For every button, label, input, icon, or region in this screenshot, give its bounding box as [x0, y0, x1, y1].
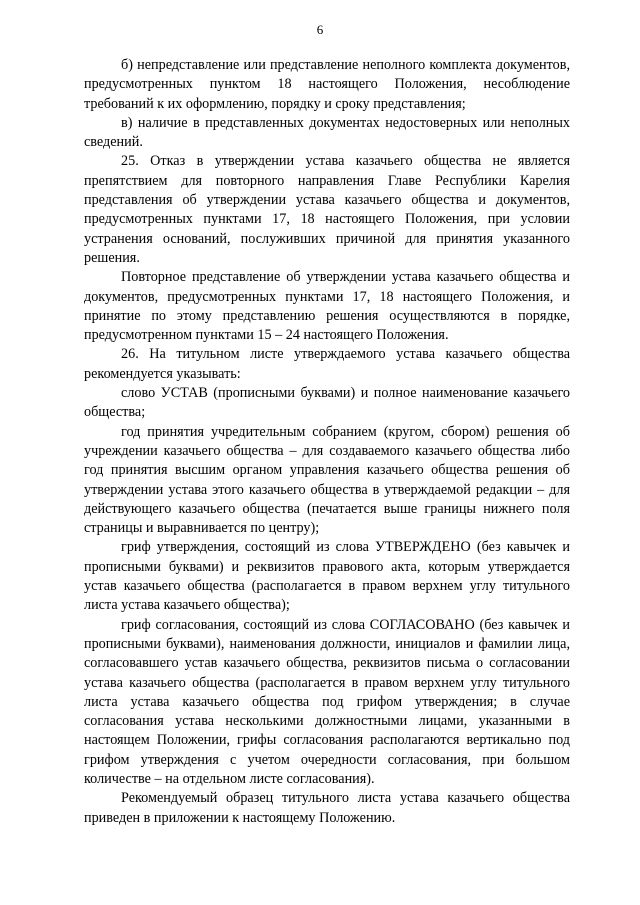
page-number: 6 — [316, 22, 324, 37]
paragraph-year: год принятия учредительным собранием (кругом, сбором) решения об учреждении казачьего общества – для создаваемого казачьего общества либо год принятия высшим органом управления казачьего общества решения об утверждении устава этого казачьего общества в утверждаемой редакции – для действующего казачьего общества (печатается выше границы нижнего поля страницы и выравнивается по центру); — [84, 423, 570, 537]
paragraph-repeat-submission: Повторное представление об утверждении устава казачьего общества и документов, предусмотренных пунктами 17, 18 настоящего Положения, и принятие по этому представлению решения осуществляются в порядке, предусмотренном пунктами 15 – 24 настоящего Положения. — [84, 269, 570, 344]
paragraph-item-b: б) непредставление или представление неполного комплекта документов, предусмотренных пунктом 18 настоящего Положения, несоблюдение требований к их оформлению, порядку и сроку представления; — [84, 57, 570, 112]
paragraph-approval-stamp: гриф утверждения, состоящий из слова УТВЕРЖДЕНО (без кавычек и прописными буквами) и реквизитов правового акта, которым утверждается устав казачьего общества (располагается в правом верхнем углу титульного листа устава казачьего общества); — [84, 539, 570, 614]
paragraph-26: 26. На титульном листе утверждаемого устава казачьего общества рекомендуется указывать: — [84, 346, 570, 382]
paragraph-25: 25. Отказ в утверждении устава казачьего общества не является препятствием для повторного направления Главе Республики Карелия представления об утверждении устава казачьего общества и документов, предусмотренных пунктами 17, 18 настоящего Положения, при условии устранения оснований, послуживших причиной для принятия указанного решения. — [84, 153, 570, 266]
paragraph-item-v: в) наличие в представленных документах недостоверных или неполных сведений. — [84, 114, 570, 151]
paragraph-sample-reference: Рекомендуемый образец титульного листа устава казачьего общества приведен в приложении к настоящему Положению. — [84, 790, 570, 826]
paragraph-agreement-stamp: гриф согласования, состоящий из слова СОГЛАСОВАНО (без кавычек и прописными буквами), наименования должности, инициалов и фамилии лица, согласовавшего устав казачьего общества, реквизитов письма о согласовании устава казачьего общества (располагается в правом верхнем углу титульного листа устава казачьего общества под грифом утверждения; в случае согласования устава несколькими должностными лицами, указанными в настоящем Положении, грифы согласования располагаются вертикально под грифом утверждения с учетом очередности согласования, при большом количестве – на отдельном листе согласования). — [84, 616, 570, 787]
paragraph-ustav-word: слово УСТАВ (прописными буквами) и полное наименование казачьего общества; — [84, 385, 570, 421]
document-body — [84, 56, 570, 828]
